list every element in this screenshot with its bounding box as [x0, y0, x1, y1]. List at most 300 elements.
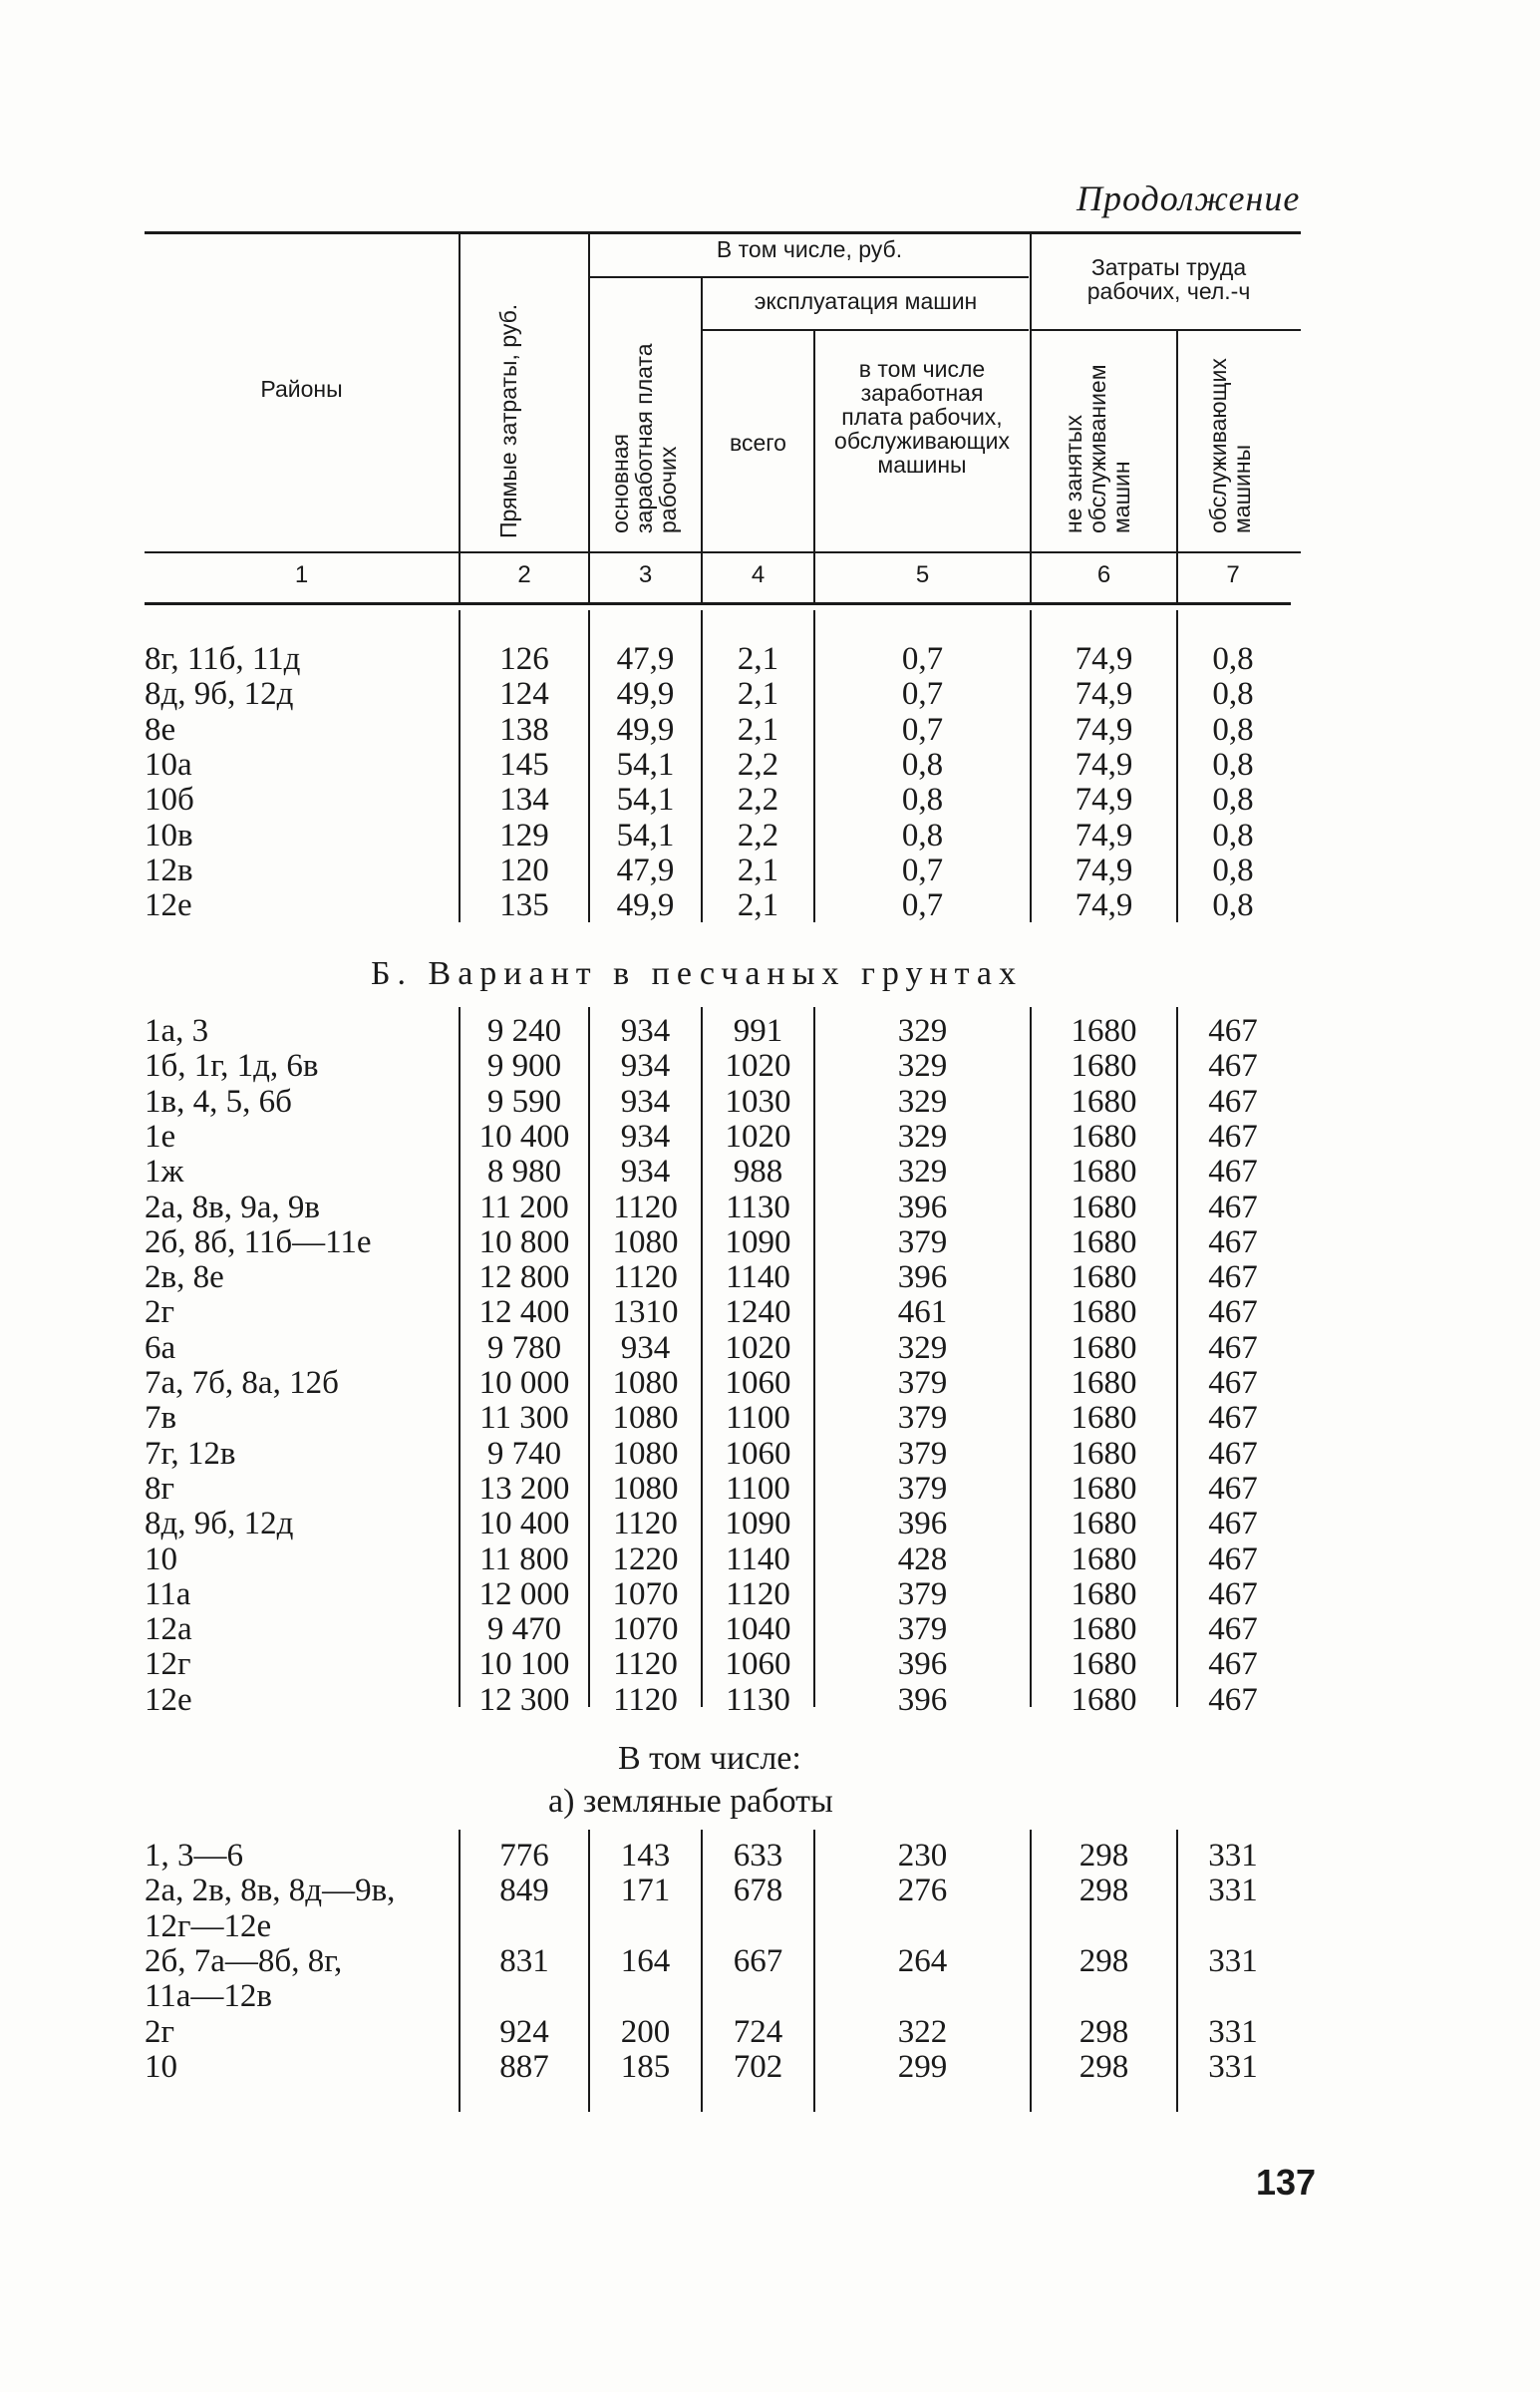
including-label: В том числе:: [618, 1740, 801, 1777]
header-group-incl: В том числе, руб.: [716, 236, 903, 262]
value-cell-col5: 396: [897, 1506, 948, 1542]
table-row: [0, 1365, 1540, 1401]
value-cell-col2: 12 800: [478, 1259, 570, 1296]
value-cell-col2: 887: [499, 2048, 549, 2085]
value-cell-col2: 145: [499, 746, 549, 783]
header-vline-1: [459, 233, 461, 551]
value-cell-col2: 10 100: [478, 1646, 570, 1683]
table-row: [0, 1942, 1540, 2015]
value-cell-col5: 379: [897, 1611, 948, 1648]
district-cell: 8д, 9б, 12д: [145, 1506, 294, 1542]
value-cell-col6: 1680: [1071, 1575, 1137, 1612]
colnum-3: 3: [638, 561, 653, 588]
district-cell: 12е: [145, 1681, 192, 1718]
header-vline-2: [588, 233, 590, 551]
header-col1: Районы: [260, 376, 343, 402]
value-cell-col6: 1680: [1071, 1646, 1137, 1683]
value-cell-col6: 298: [1078, 2048, 1129, 2085]
colnum-4: 4: [751, 561, 766, 588]
header-col4: всего: [730, 430, 786, 456]
colnum-vline-4: [813, 553, 815, 602]
value-cell-col5: 379: [897, 1575, 948, 1612]
value-cell-col2: 9 900: [486, 1048, 562, 1085]
value-cell-col7: 467: [1208, 1189, 1258, 1225]
value-cell-col4: 1140: [726, 1259, 790, 1296]
value-cell-col2: 831: [499, 1942, 549, 1979]
value-cell-col5: 379: [897, 1365, 948, 1401]
section-b-title: Б. Вариант в песчаных грунтах: [371, 955, 1024, 992]
value-cell-col7: 467: [1208, 1118, 1258, 1155]
table-row: [0, 1682, 1540, 1718]
header-top-rule: [145, 231, 1301, 234]
value-cell-col6: 1680: [1071, 1611, 1137, 1648]
value-cell-col7: 467: [1208, 1223, 1258, 1260]
value-cell-col4: 1040: [725, 1611, 791, 1648]
value-cell-col7: 0,8: [1212, 676, 1254, 713]
value-cell-col5: 329: [897, 1013, 948, 1049]
value-cell-col4: 1020: [725, 1329, 791, 1366]
value-cell-col5: 396: [897, 1646, 948, 1683]
district-cell: 10: [145, 1540, 177, 1577]
value-cell-col3: 934: [620, 1083, 671, 1120]
district-cell: 10а: [145, 746, 192, 783]
value-cell-col7: 0,8: [1212, 852, 1254, 888]
value-cell-col6: 298: [1078, 1873, 1129, 1909]
page-number: 137: [1256, 2162, 1317, 2203]
value-cell-col3: 934: [620, 1118, 671, 1155]
colnum-7: 7: [1226, 561, 1240, 588]
header-col6-text: не занятых обслуживанием машин: [1061, 364, 1134, 533]
value-cell-col2: 924: [499, 2013, 549, 2050]
value-cell-col4: 2,2: [737, 817, 779, 854]
header-group-labor: Затраты труда рабочих, чел.-ч: [1086, 254, 1251, 304]
value-cell-col3: 1220: [612, 1540, 679, 1577]
table-row: [0, 1224, 1540, 1260]
value-cell-col5: 276: [897, 1873, 948, 1909]
value-cell-col7: 467: [1208, 1365, 1258, 1401]
value-cell-col2: 10 000: [478, 1365, 570, 1401]
value-cell-col2: 10 800: [478, 1223, 570, 1260]
value-cell-col2: 9 590: [486, 1083, 562, 1120]
value-cell-col2: 12 000: [478, 1575, 570, 1612]
header-col7: [1206, 354, 1254, 533]
table-row: [0, 1084, 1540, 1120]
value-cell-col2: 135: [499, 887, 549, 924]
value-cell-col3: 185: [620, 2048, 671, 2085]
value-cell-col3: 200: [620, 2013, 671, 2050]
value-cell-col7: 467: [1208, 1294, 1258, 1331]
district-cell: 2а, 2в, 8в, 8д—9в,: [145, 1873, 396, 1909]
table-row: [0, 1506, 1540, 1541]
value-cell-col7: 0,8: [1212, 782, 1254, 819]
table-row: [0, 782, 1540, 818]
header-labor-rule: [1032, 329, 1301, 331]
value-cell-col5: 461: [897, 1294, 948, 1331]
value-cell-col4: 1240: [725, 1294, 791, 1331]
value-cell-col5: 0,8: [901, 817, 944, 854]
header-group-machines: эксплуатация машин: [754, 288, 978, 314]
value-cell-col3: 47,9: [616, 852, 675, 888]
district-cell: 2б, 7а—8б, 8г,: [145, 1942, 343, 1979]
district-cell: 7а, 7б, 8а, 12б: [145, 1365, 339, 1401]
value-cell-col4: 1120: [726, 1575, 790, 1612]
value-cell-col7: 467: [1208, 1646, 1258, 1683]
value-cell-col6: 1680: [1071, 1400, 1137, 1437]
value-cell-col6: 74,9: [1075, 641, 1133, 677]
value-cell-col6: 74,9: [1075, 817, 1133, 854]
district-cell: 2а, 8в, 9а, 9в: [145, 1189, 320, 1225]
district-cell: 1а, 3: [145, 1013, 209, 1049]
table-row: [0, 747, 1540, 783]
value-cell-col5: 396: [897, 1259, 948, 1296]
value-cell-col5: 0,8: [901, 782, 944, 819]
value-cell-col7: 467: [1208, 1400, 1258, 1437]
value-cell-col7: 467: [1208, 1540, 1258, 1577]
table-row: [0, 1013, 1540, 1049]
value-cell-col5: 264: [897, 1942, 948, 1979]
table-row: [0, 2014, 1540, 2050]
colnum-vline-1: [459, 553, 461, 602]
district-cell: 7г, 12в: [145, 1435, 236, 1472]
value-cell-col5: 379: [897, 1435, 948, 1472]
header-bottom-rule: [145, 551, 1301, 553]
value-cell-col6: 74,9: [1075, 711, 1133, 748]
value-cell-col2: 11 300: [479, 1400, 569, 1437]
header-col2: [496, 289, 520, 538]
value-cell-col3: 1080: [612, 1365, 679, 1401]
district-cell: 1ж: [145, 1154, 184, 1191]
value-cell-col5: 329: [897, 1329, 948, 1366]
value-cell-col2: 9 240: [486, 1013, 562, 1049]
value-cell-col5: 0,7: [901, 676, 944, 713]
value-cell-col7: 0,8: [1212, 641, 1254, 677]
value-cell-col5: 299: [897, 2048, 948, 2085]
value-cell-col2: 12 300: [478, 1681, 570, 1718]
value-cell-col2: 129: [499, 817, 549, 854]
value-cell-col3: 1120: [613, 1681, 678, 1718]
value-cell-col2: 10 400: [478, 1506, 570, 1542]
value-cell-col4: 1020: [725, 1048, 791, 1085]
value-cell-col5: 0,7: [901, 641, 944, 677]
district-cell: 11а—12в: [145, 1978, 273, 2015]
value-cell-col7: 331: [1208, 2013, 1258, 2050]
value-cell-col6: 74,9: [1075, 746, 1133, 783]
value-cell-col3: 1080: [612, 1223, 679, 1260]
value-cell-col4: 724: [733, 2013, 783, 2050]
value-cell-col4: 2,1: [737, 676, 779, 713]
district-cell: 1в, 4, 5, 6б: [145, 1083, 292, 1120]
value-cell-col6: 1680: [1071, 1294, 1137, 1331]
table-row: [0, 1259, 1540, 1295]
value-cell-col3: 47,9: [616, 641, 675, 677]
value-cell-col2: 776: [499, 1838, 549, 1874]
value-cell-col5: 329: [897, 1083, 948, 1120]
value-cell-col6: 1680: [1071, 1365, 1137, 1401]
value-cell-col7: 467: [1208, 1013, 1258, 1049]
district-cell: 7в: [145, 1400, 177, 1437]
colnum-vline-5: [1030, 553, 1032, 602]
value-cell-col6: 1680: [1071, 1118, 1137, 1155]
value-cell-col4: 678: [733, 1873, 783, 1909]
header-col7-text: обслуживающих машины: [1205, 358, 1255, 533]
continuation-label: Продолжение: [1077, 178, 1301, 218]
value-cell-col2: 124: [499, 676, 549, 713]
header-col6: [1062, 334, 1133, 533]
table-row: [0, 1838, 1540, 1874]
value-cell-col4: 667: [733, 1942, 783, 1979]
value-cell-col3: 1120: [613, 1189, 678, 1225]
header-col2-text: Прямые затраты, руб.: [495, 303, 521, 538]
value-cell-col2: 9 780: [486, 1329, 562, 1366]
value-cell-col4: 2,1: [737, 887, 779, 924]
value-cell-col7: 467: [1208, 1083, 1258, 1120]
table-row: [0, 1330, 1540, 1366]
value-cell-col3: 1080: [612, 1470, 679, 1507]
value-cell-col3: 171: [620, 1873, 671, 1909]
value-cell-col4: 2,1: [737, 852, 779, 888]
value-cell-col4: 1090: [725, 1506, 791, 1542]
header-col5: в том числе заработная плата рабочих, обслуживающих машины: [834, 356, 1010, 478]
value-cell-col7: 467: [1208, 1259, 1258, 1296]
colnum-6: 6: [1096, 561, 1111, 588]
value-cell-col3: 49,9: [616, 887, 675, 924]
value-cell-col2: 10 400: [478, 1118, 570, 1155]
header-vline-3: [701, 278, 703, 551]
value-cell-col5: 329: [897, 1118, 948, 1155]
value-cell-col3: 1080: [612, 1400, 679, 1437]
table-row: [0, 853, 1540, 888]
value-cell-col7: 467: [1208, 1329, 1258, 1366]
value-cell-col7: 467: [1208, 1681, 1258, 1718]
colnum-bottom-rule: [145, 602, 1291, 605]
value-cell-col4: 702: [733, 2048, 783, 2085]
value-cell-col2: 8 980: [486, 1154, 562, 1191]
table-row: [0, 1576, 1540, 1612]
value-cell-col4: 1090: [725, 1223, 791, 1260]
district-cell: 12г—12е: [145, 1907, 272, 1944]
value-cell-col2: 12 400: [478, 1294, 570, 1331]
value-cell-col4: 1100: [726, 1400, 790, 1437]
value-cell-col6: 1680: [1071, 1259, 1137, 1296]
district-cell: 12в: [145, 852, 193, 888]
district-cell: 10: [145, 2048, 177, 2085]
value-cell-col7: 0,8: [1212, 746, 1254, 783]
value-cell-col6: 1680: [1071, 1223, 1137, 1260]
value-cell-col7: 467: [1208, 1154, 1258, 1191]
value-cell-col6: 1680: [1071, 1506, 1137, 1542]
value-cell-col7: 331: [1208, 1942, 1258, 1979]
table-row: [0, 1048, 1540, 1084]
value-cell-col4: 988: [733, 1154, 783, 1191]
table-row: [0, 1190, 1540, 1225]
value-cell-col5: 428: [897, 1540, 948, 1577]
district-cell: 12а: [145, 1611, 192, 1648]
value-cell-col3: 143: [620, 1838, 671, 1874]
value-cell-col5: 0,7: [901, 852, 944, 888]
value-cell-col2: 13 200: [478, 1470, 570, 1507]
value-cell-col4: 1060: [725, 1435, 791, 1472]
district-cell: 10в: [145, 817, 193, 854]
value-cell-col5: 322: [897, 2013, 948, 2050]
table-row: [0, 2049, 1540, 2085]
value-cell-col3: 1070: [612, 1575, 679, 1612]
value-cell-col2: 138: [499, 711, 549, 748]
district-cell: 11а: [145, 1575, 191, 1612]
colnum-vline-2: [588, 553, 590, 602]
table-row: [0, 1646, 1540, 1682]
value-cell-col6: 74,9: [1075, 676, 1133, 713]
table-row: [0, 641, 1540, 677]
value-cell-col5: 329: [897, 1048, 948, 1085]
district-cell: 8г: [145, 1470, 175, 1507]
district-cell: 8г, 11б, 11д: [145, 641, 301, 677]
value-cell-col7: 0,8: [1212, 887, 1254, 924]
value-cell-col3: 54,1: [616, 817, 675, 854]
colnum-2: 2: [517, 561, 531, 588]
value-cell-col4: 1100: [726, 1470, 790, 1507]
value-cell-col7: 331: [1208, 2048, 1258, 2085]
value-cell-col6: 74,9: [1075, 852, 1133, 888]
table-row: [0, 1471, 1540, 1507]
value-cell-col3: 1070: [612, 1611, 679, 1648]
district-cell: 12г: [145, 1646, 191, 1683]
value-cell-col5: 379: [897, 1470, 948, 1507]
table-row: [0, 1436, 1540, 1472]
table-row: [0, 1400, 1540, 1436]
value-cell-col2: 134: [499, 782, 549, 819]
table-row: [0, 818, 1540, 854]
value-cell-col7: 467: [1208, 1611, 1258, 1648]
value-cell-col3: 1120: [613, 1506, 678, 1542]
value-cell-col3: 1120: [613, 1646, 678, 1683]
value-cell-col3: 49,9: [616, 711, 675, 748]
header-vline-4: [813, 331, 815, 551]
value-cell-col5: 379: [897, 1223, 948, 1260]
value-cell-col4: 2,1: [737, 641, 779, 677]
value-cell-col6: 298: [1078, 2013, 1129, 2050]
colnum-vline-3: [701, 553, 703, 602]
value-cell-col4: 2,2: [737, 782, 779, 819]
district-cell: 8е: [145, 711, 176, 748]
value-cell-col5: 230: [897, 1838, 948, 1874]
value-cell-col3: 934: [620, 1329, 671, 1366]
value-cell-col2: 11 800: [479, 1540, 569, 1577]
value-cell-col3: 934: [620, 1048, 671, 1085]
header-vline-6: [1176, 331, 1178, 551]
value-cell-col2: 126: [499, 641, 549, 677]
table-row: [0, 712, 1540, 748]
value-cell-col4: 633: [733, 1838, 783, 1874]
value-cell-col6: 1680: [1071, 1013, 1137, 1049]
header-col3-text: основная заработная плата рабочих: [607, 343, 681, 533]
value-cell-col6: 1680: [1071, 1470, 1137, 1507]
table-row: [0, 1611, 1540, 1647]
district-cell: 10б: [145, 782, 194, 819]
header-col3: [608, 334, 680, 533]
value-cell-col2: 120: [499, 852, 549, 888]
district-cell: 1, 3—6: [145, 1838, 243, 1874]
value-cell-col4: 1130: [726, 1681, 790, 1718]
value-cell-col6: 1680: [1071, 1083, 1137, 1120]
value-cell-col6: 1680: [1071, 1154, 1137, 1191]
value-cell-col6: 298: [1078, 1838, 1129, 1874]
value-cell-col6: 1680: [1071, 1540, 1137, 1577]
subsection-a-title: а) земляные работы: [548, 1783, 833, 1820]
value-cell-col6: 1680: [1071, 1048, 1137, 1085]
value-cell-col4: 1060: [725, 1646, 791, 1683]
value-cell-col5: 0,7: [901, 711, 944, 748]
value-cell-col5: 396: [897, 1189, 948, 1225]
district-cell: 2г: [145, 1294, 175, 1331]
colnum-1: 1: [294, 561, 309, 588]
value-cell-col7: 331: [1208, 1873, 1258, 1909]
value-cell-col3: 1120: [613, 1259, 678, 1296]
value-cell-col3: 1080: [612, 1435, 679, 1472]
value-cell-col4: 1060: [725, 1365, 791, 1401]
colnum-5: 5: [915, 561, 930, 588]
value-cell-col6: 1680: [1071, 1681, 1137, 1718]
district-cell: 8д, 9б, 12д: [145, 676, 294, 713]
value-cell-col4: 991: [733, 1013, 783, 1049]
header-machines-rule: [703, 329, 1029, 331]
district-cell: 12е: [145, 887, 192, 924]
value-cell-col2: 9 470: [486, 1611, 562, 1648]
value-cell-col4: 2,2: [737, 746, 779, 783]
district-cell: 1б, 1г, 1д, 6в: [145, 1048, 319, 1085]
value-cell-col7: 467: [1208, 1575, 1258, 1612]
value-cell-col5: 329: [897, 1154, 948, 1191]
table-row: [0, 1541, 1540, 1577]
value-cell-col5: 379: [897, 1400, 948, 1437]
value-cell-col4: 1020: [725, 1118, 791, 1155]
value-cell-col7: 331: [1208, 1838, 1258, 1874]
colnum-vline-6: [1176, 553, 1178, 602]
value-cell-col7: 0,8: [1212, 817, 1254, 854]
header-vline-5: [1030, 233, 1032, 551]
value-cell-col5: 0,7: [901, 887, 944, 924]
value-cell-col4: 2,1: [737, 711, 779, 748]
table-row: [0, 1119, 1540, 1155]
value-cell-col3: 934: [620, 1154, 671, 1191]
value-cell-col3: 54,1: [616, 782, 675, 819]
value-cell-col7: 0,8: [1212, 711, 1254, 748]
header-incl-rule: [590, 276, 1029, 278]
table-row: [0, 1154, 1540, 1190]
value-cell-col7: 467: [1208, 1506, 1258, 1542]
value-cell-col4: 1130: [726, 1189, 790, 1225]
value-cell-col3: 934: [620, 1013, 671, 1049]
value-cell-col6: 1680: [1071, 1189, 1137, 1225]
value-cell-col6: 74,9: [1075, 782, 1133, 819]
value-cell-col2: 9 740: [486, 1435, 562, 1472]
district-cell: 2б, 8б, 11б—11е: [145, 1223, 372, 1260]
value-cell-col7: 467: [1208, 1435, 1258, 1472]
value-cell-col5: 0,8: [901, 746, 944, 783]
value-cell-col7: 467: [1208, 1048, 1258, 1085]
value-cell-col3: 164: [620, 1942, 671, 1979]
value-cell-col2: 11 200: [479, 1189, 569, 1225]
table-row: [0, 887, 1540, 923]
table-row: [0, 1294, 1540, 1330]
table-row: [0, 1873, 1540, 1944]
value-cell-col3: 49,9: [616, 676, 675, 713]
value-cell-col3: 54,1: [616, 746, 675, 783]
value-cell-col3: 1310: [612, 1294, 679, 1331]
value-cell-col7: 467: [1208, 1470, 1258, 1507]
district-cell: 1е: [145, 1118, 176, 1155]
value-cell-col6: 1680: [1071, 1435, 1137, 1472]
value-cell-col2: 849: [499, 1873, 549, 1909]
